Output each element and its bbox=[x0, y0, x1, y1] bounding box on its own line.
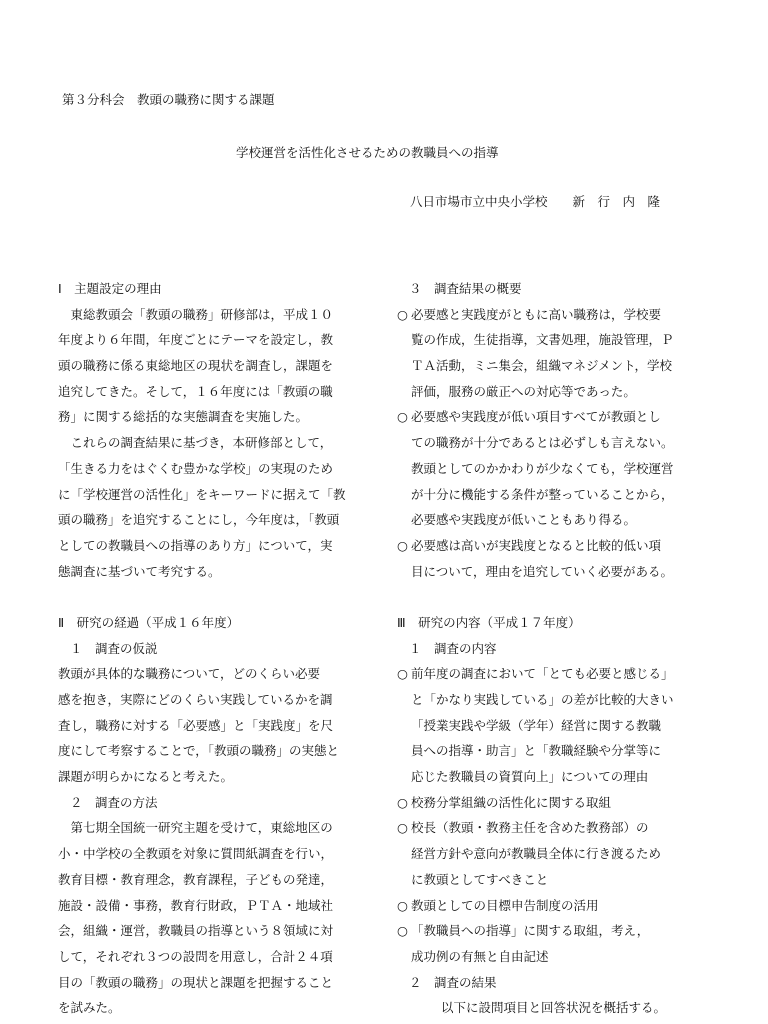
bullet-line bbox=[397, 687, 727, 713]
bullet-line bbox=[397, 867, 727, 893]
section-1-heading: Ⅰ 主題設定の理由 bbox=[58, 281, 162, 296]
paragraph-line: 態調査に基づいて考究する。 bbox=[58, 563, 221, 579]
bullet-line bbox=[397, 918, 727, 944]
bullet-text: 「教職員への指導」に関する取組，考え， bbox=[411, 923, 650, 939]
bullet-text: 前年度の調査において「とても必要と感じる」 bbox=[411, 666, 674, 682]
bullet-text: 教頭としての目標申告制度の活用 bbox=[411, 897, 599, 913]
paragraph-line: 感を抱き，実際にどのくらい実践しているかを調 bbox=[58, 692, 333, 707]
paragraph-line: 小・中学校の全教頭を対象に質問紙調査を行い， bbox=[58, 846, 334, 862]
paragraph-line: に「学校運営の活性化」をキーワードに据えて「教 bbox=[58, 486, 346, 502]
bullet-text: 教頭としてのかかわりが少なくても，学校運営 bbox=[411, 460, 674, 476]
bullet-line bbox=[397, 379, 727, 405]
bullet-line bbox=[397, 815, 727, 841]
bullet-text: 必要感や実践度が低い項目すべてが教頭とし bbox=[411, 409, 661, 425]
bullet-line bbox=[397, 482, 727, 508]
section-2-sub1-body bbox=[58, 661, 378, 789]
bullet-text: 必要感は高いが実践度となると比較的低い項 bbox=[411, 537, 662, 553]
paragraph-line: 度にして考察することで，「教頭の職務」の実態と bbox=[58, 743, 340, 759]
section-2-heading: Ⅱ 研究の経過（平成１６年度） bbox=[58, 614, 240, 630]
bullet-text: 校務分掌組織の活性化に関する取組 bbox=[411, 794, 612, 810]
paragraph-line: 年度より６年間，年度ごとにテーマを設定し，教 bbox=[58, 332, 334, 348]
paragraph-line: 課題が明らかになると考えた。 bbox=[58, 769, 234, 785]
paragraph-line: 会，組織・運営，教職員の指導という８領域に対 bbox=[58, 923, 334, 939]
paragraph-line: 「生きる力をはぐくむ豊かな学校」の実現のため bbox=[58, 460, 334, 476]
bullet-circle-icon: ○ bbox=[397, 409, 408, 425]
bullet-line bbox=[397, 893, 727, 919]
section-1-body bbox=[58, 302, 378, 585]
bullet-text: 必要感と実践度がともに高い職務は，学校要 bbox=[411, 306, 662, 322]
bullet-text: ての職務が十分であるとは必ずしも言えない。 bbox=[411, 435, 674, 451]
document-title: 学校運営を活性化させるための教職員への指導 bbox=[236, 145, 499, 160]
bullet-circle-icon: ○ bbox=[397, 923, 408, 939]
paragraph-line: 教育目標・教育理念，教育課程，子どもの発達， bbox=[58, 871, 334, 887]
bullet-line bbox=[397, 327, 727, 353]
section-3-heading: ３ 調査結果の概要 bbox=[409, 281, 522, 296]
bullet-line bbox=[397, 661, 727, 687]
paragraph-line: 目の「教頭の職務」の現状と課題を把握すること bbox=[58, 974, 334, 990]
section-2-subheading-2: ２ 調査の方法 bbox=[70, 794, 158, 810]
paragraph-line: 務」に関する総括的な実態調査を実施した。 bbox=[58, 409, 309, 425]
bullet-circle-icon: ○ bbox=[397, 666, 408, 682]
paragraph-line: を試みた。 bbox=[58, 1000, 121, 1016]
section-2-subheading-1: １ 調査の仮説 bbox=[70, 640, 158, 656]
author-line: 八日市場市立中央小学校 新 行 内 隆 bbox=[410, 194, 661, 209]
bullet-line bbox=[397, 944, 727, 970]
bullet-text: と「かなり実践している」の差が比較的大きい bbox=[411, 692, 674, 707]
bullet-circle-icon: ○ bbox=[397, 794, 408, 810]
paragraph-line: これらの調査結果に基づき，本研修部として， bbox=[58, 435, 333, 451]
paragraph-line: 施設・設備・事務，教育行財政，ＰＴＡ・地域社 bbox=[58, 897, 334, 913]
bullet-line bbox=[397, 559, 727, 585]
bullet-circle-icon: ○ bbox=[397, 897, 408, 913]
section-4-body bbox=[397, 661, 727, 969]
bullet-text: ＴＡ活動，ミニ集会，組織マネジメント，学校 bbox=[411, 358, 673, 374]
paragraph-line: 教頭が具体的な職務について，どのくらい必要 bbox=[58, 666, 321, 682]
session-title: 第３分科会 教頭の職務に関する課題 bbox=[62, 92, 275, 107]
right-column bbox=[397, 276, 727, 1021]
paragraph-line: 頭の職務」を追究することにし，今年度は，「教頭 bbox=[58, 512, 340, 528]
bullet-text: 目について，理由を追究していく必要がある。 bbox=[411, 563, 674, 579]
bullet-text: に教頭としてすべきこと bbox=[411, 871, 549, 887]
paragraph-line: 第七期全国統一研究主題を受けて，東総地区の bbox=[58, 820, 333, 836]
bullet-line bbox=[397, 841, 727, 867]
paragraph-line: 査し，職務に対する「必要感」と「実践度」を尺 bbox=[58, 717, 334, 733]
bullet-line bbox=[397, 430, 727, 456]
section-4-subheading-1: １ 調査の内容 bbox=[409, 640, 497, 656]
bullet-text: 員への指導・助言」と「教職経験や分掌等に bbox=[411, 743, 662, 759]
section-3-body bbox=[397, 302, 727, 585]
bullet-text: が十分に機能する条件が整っていることから， bbox=[411, 486, 674, 502]
left-column bbox=[58, 276, 378, 1021]
paragraph-line: して，それぞれ３つの設問を用意し，合計２４項 bbox=[58, 948, 333, 964]
paragraph-line: 頭の職務に係る東総地区の現状を調査し，課題を bbox=[58, 358, 334, 374]
bullet-line bbox=[397, 533, 727, 559]
bullet-line bbox=[397, 353, 727, 379]
bullet-line bbox=[397, 764, 727, 790]
bullet-circle-icon: ○ bbox=[397, 820, 408, 836]
bullet-text: 評価，服務の厳正への対応等であった。 bbox=[411, 383, 636, 399]
bullet-text: 経営方針や意向が教職員全体に行き渡るため bbox=[411, 846, 662, 862]
bullet-line bbox=[397, 713, 727, 739]
bullet-text: 覧の作成，生徒指導，文書処理，施設管理，Ｐ bbox=[411, 332, 674, 348]
bullet-text: 校長（教頭・教務主任を含めた教務部）の bbox=[411, 820, 649, 836]
section-4-subheading-2: ２ 調査の結果 bbox=[409, 974, 497, 990]
bullet-circle-icon: ○ bbox=[397, 306, 408, 322]
paragraph-line: 追究してきた。そして，１６年度には「教頭の職 bbox=[58, 383, 333, 399]
bullet-line bbox=[397, 790, 727, 816]
section-4-heading: Ⅲ 研究の内容（平成１７年度） bbox=[397, 614, 581, 630]
bullet-text: 応じた教職員の資質向上」についての理由 bbox=[411, 769, 649, 785]
bullet-line bbox=[397, 302, 727, 328]
bullet-text: 「授業実践や学級（学年）経営に関する教職 bbox=[411, 717, 662, 733]
paragraph-line: としての教職員への指導のあり方」について，実 bbox=[58, 537, 333, 553]
bullet-line bbox=[397, 507, 727, 533]
bullet-text: 成功例の有無と自由記述 bbox=[411, 948, 549, 964]
bullet-line bbox=[397, 456, 727, 482]
section-2-sub2-body bbox=[58, 815, 378, 1021]
bullet-circle-icon: ○ bbox=[397, 537, 408, 553]
bullet-line bbox=[397, 738, 727, 764]
bullet-text: 必要感や実践度が低いこともあり得る。 bbox=[411, 512, 637, 528]
paragraph-line: 東総教頭会「教頭の職務」研修部は，平成１０ bbox=[58, 306, 334, 322]
bullet-line bbox=[397, 404, 727, 430]
section-4-sub2-text: 以下に設問項目と回答状況を概括する。 bbox=[441, 1000, 667, 1016]
